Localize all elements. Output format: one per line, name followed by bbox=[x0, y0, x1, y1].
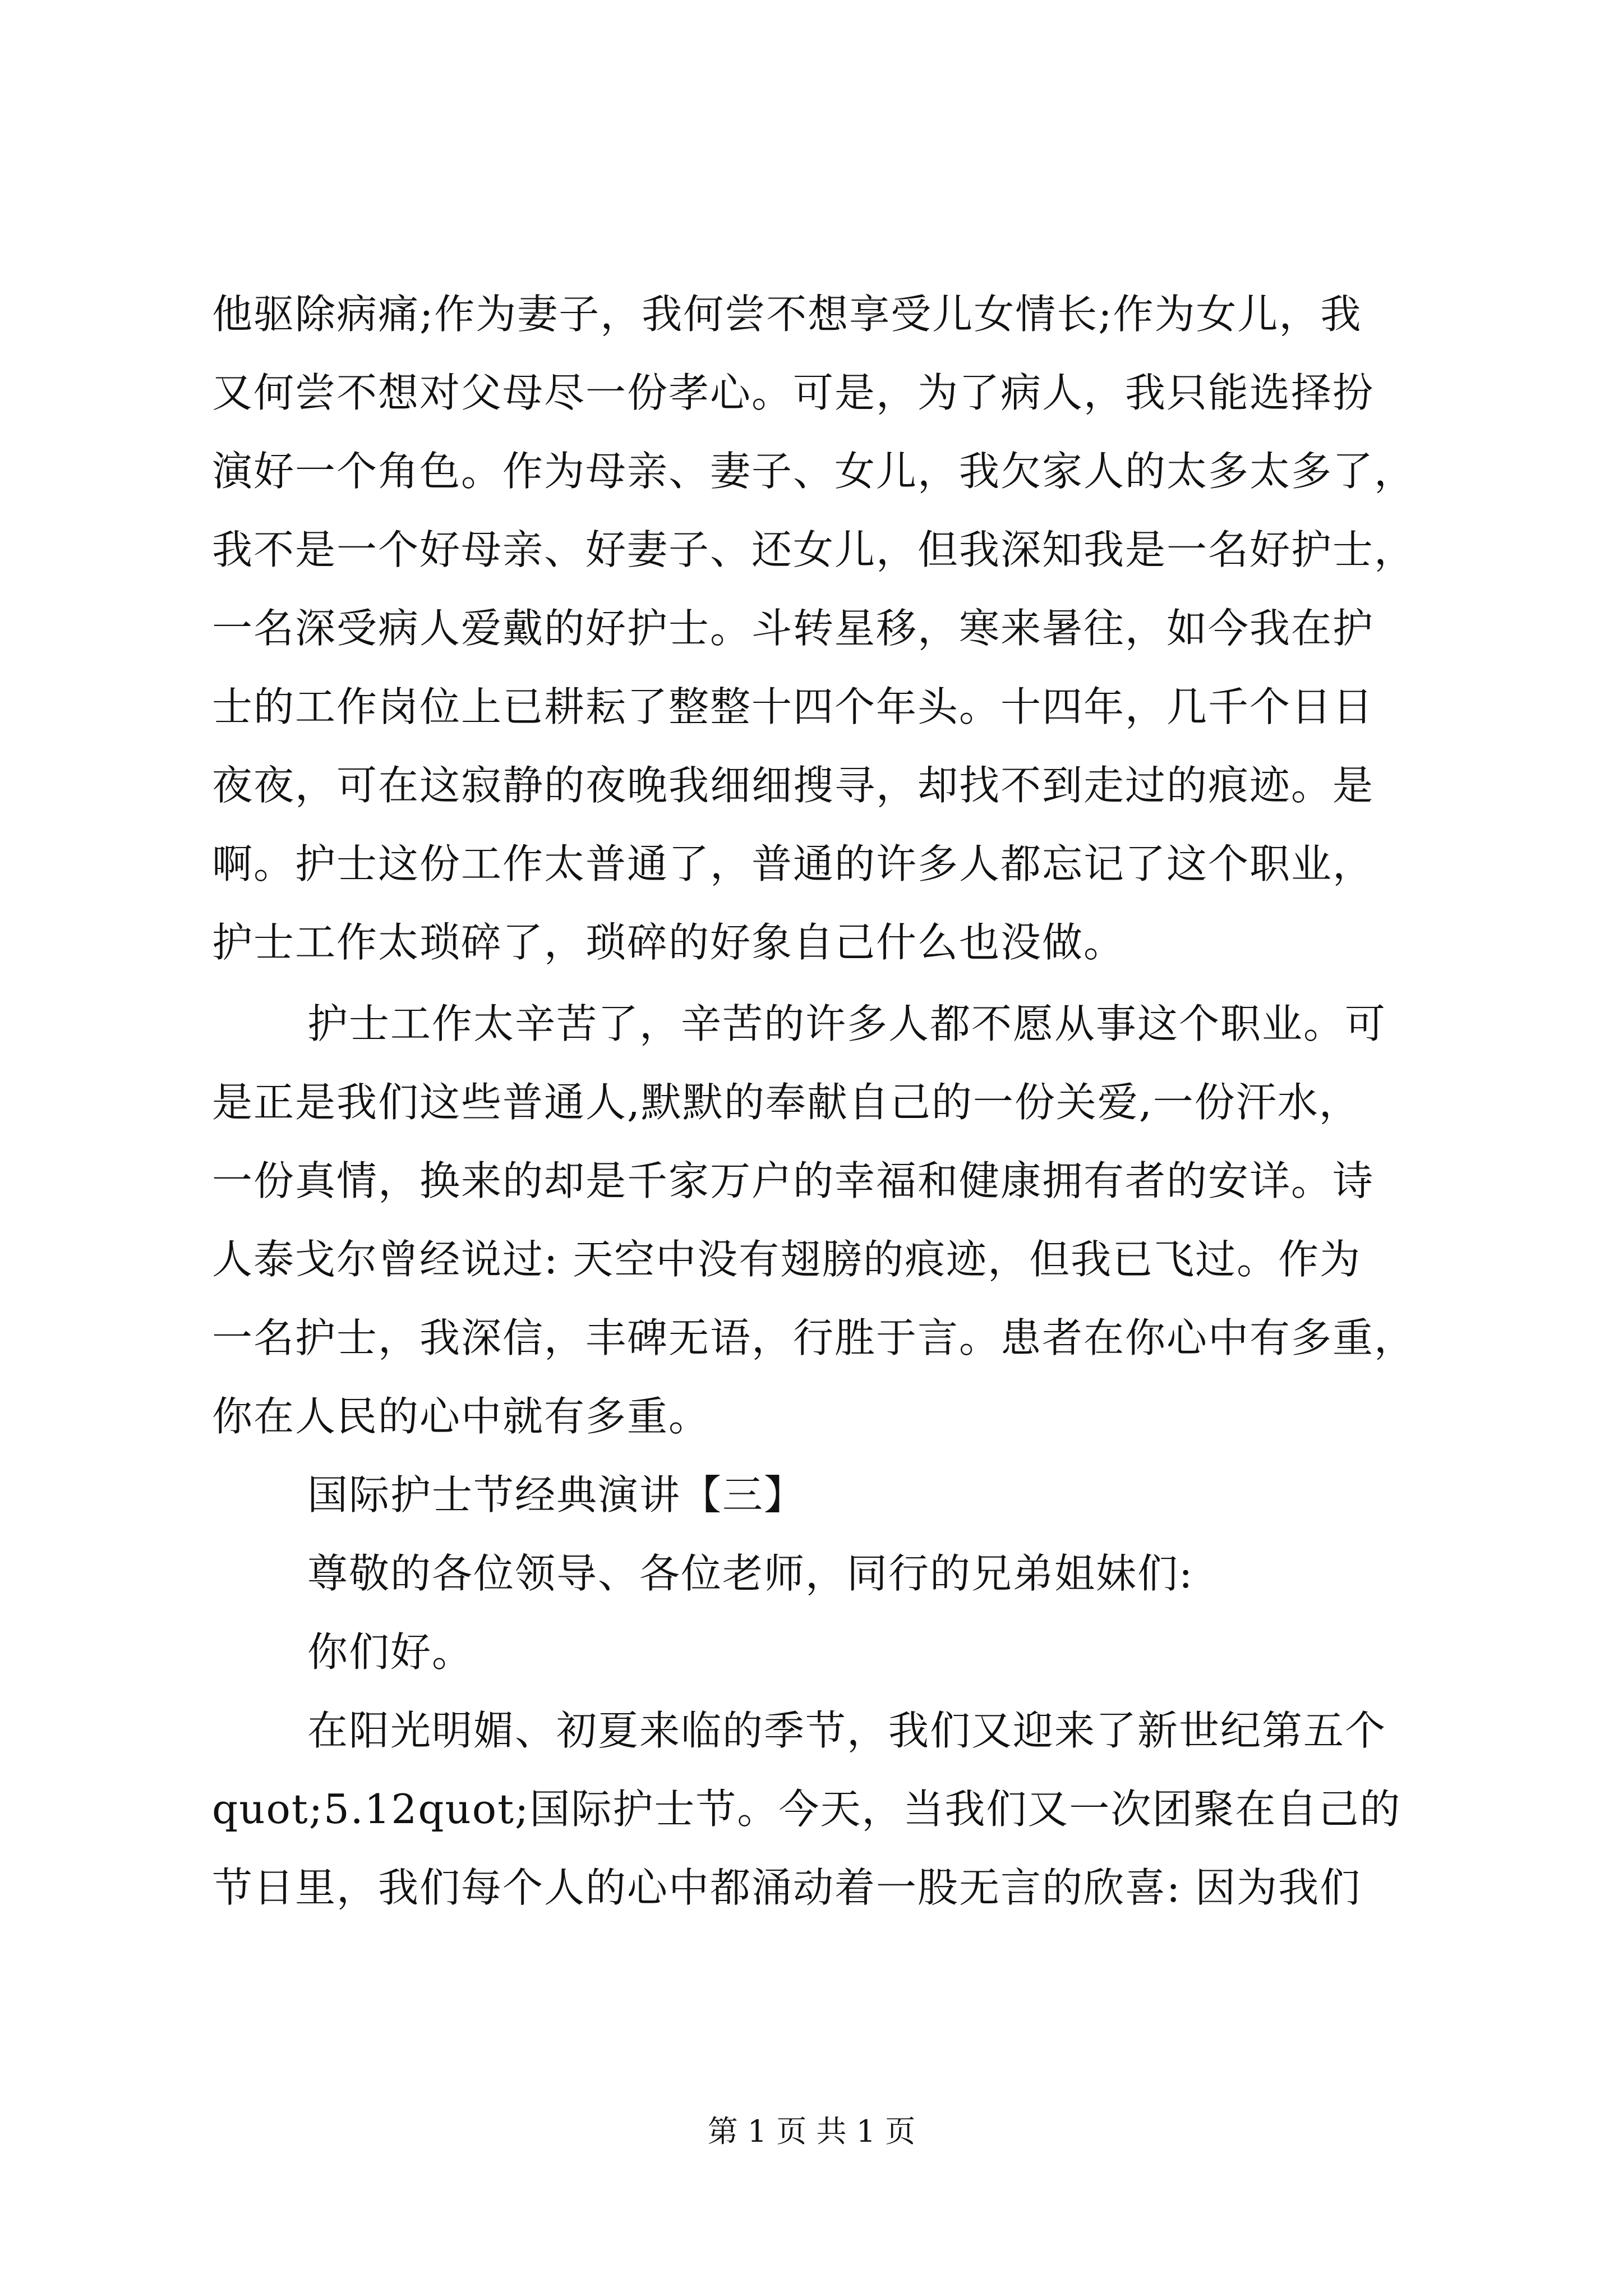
paragraph-first-line: 在阳光明媚、初夏来临的季节，我们又迎来了新世纪第五个 bbox=[307, 1707, 1387, 1754]
paragraph-first-line: 护士工作太辛苦了，辛苦的许多人都不愿从事这个职业。可 bbox=[307, 1000, 1387, 1047]
text-line: 一份真情，换来的却是千家万户的幸福和健康拥有者的安详。诗 bbox=[212, 1157, 1375, 1204]
text-line: 护士工作太琐碎了，琐碎的好象自己什么也没做。 bbox=[212, 919, 1126, 966]
greeting: 你们好。 bbox=[307, 1628, 474, 1676]
text-line: 一名深受病人爱戴的好护士。斗转星移，寒来暑往，如今我在护 bbox=[212, 605, 1375, 652]
text-line: 啊。护士这份工作太普通了，普通的许多人都忘记了这个职业， bbox=[212, 840, 1375, 887]
text-line: quot;5.12quot;国际护士节。今天，当我们又一次团聚在自己的 bbox=[212, 1786, 1401, 1833]
section-heading: 国际护士节经典演讲【三】 bbox=[307, 1471, 806, 1519]
text-line: 一名护士，我深信，丰碑无语，行胜于言。患者在你心中有多重， bbox=[212, 1314, 1416, 1361]
page-footer: 第 1 页 共 1 页 bbox=[707, 2114, 916, 2149]
text-line: 是正是我们这些普通人,默默的奉献自己的一份关爱,一份汗水， bbox=[212, 1079, 1361, 1126]
salutation: 尊敬的各位领导、各位老师，同行的兄弟姐妹们: bbox=[307, 1550, 1194, 1597]
text-line: 我不是一个好母亲、好妻子、还女儿，但我深知我是一名好护士， bbox=[212, 526, 1416, 573]
text-line: 又何尝不想对父母尽一份孝心。可是，为了病人，我只能选择扮 bbox=[212, 369, 1375, 416]
text-line: 夜夜，可在这寂静的夜晚我细细搜寻，却找不到走过的痕迹。是 bbox=[212, 762, 1375, 809]
text-line: 他驱除病痛;作为妻子，我何尝不想享受儿女情长;作为女儿，我 bbox=[212, 291, 1362, 338]
text-line: 节日里，我们每个人的心中都涌动着一股无言的欣喜: 因为我们 bbox=[212, 1864, 1362, 1911]
text-line: 演好一个角色。作为母亲、妻子、女儿，我欠家人的太多太多了， bbox=[212, 448, 1416, 495]
text-line: 你在人民的心中就有多重。 bbox=[212, 1393, 711, 1440]
text-line: 士的工作岗位上已耕耘了整整十四个年头。十四年，几千个日日 bbox=[212, 683, 1375, 730]
text-line: 人泰戈尔曾经说过: 天空中没有翅膀的痕迹，但我已飞过。作为 bbox=[212, 1236, 1362, 1283]
